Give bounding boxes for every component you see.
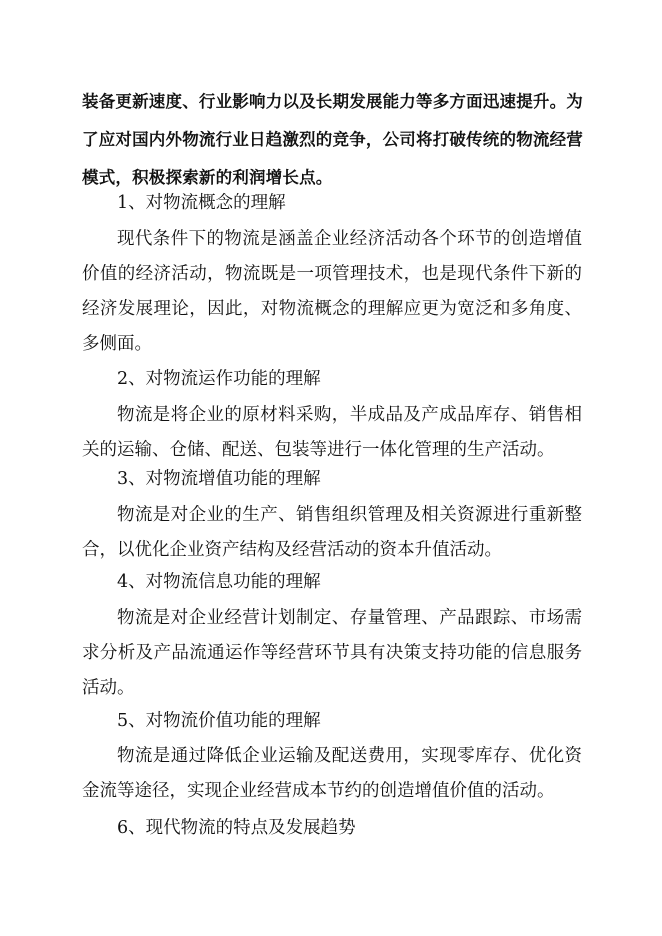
section-2-body <box>82 401 582 465</box>
section-heading: 2、对物流运作功能的理解 <box>117 369 321 389</box>
section-1 <box>82 189 582 218</box>
paragraph-line: 合，以优化企业资产结构及经营活动的资本升值活动。 <box>82 540 502 560</box>
section-1-body <box>82 225 582 359</box>
section-heading: 3、对物流增值功能的理解 <box>117 469 321 489</box>
paragraph-line: 现代条件下的物流是涵盖企业经济活动各个环节的创造增值 <box>117 229 582 249</box>
paragraph-line: 活动。 <box>82 678 135 698</box>
intro-line-2: 了应对国内外物流行业日趋激烈的竞争，公司将打破传统的物流经营 <box>82 130 583 149</box>
section-2 <box>82 365 582 394</box>
section-3-body <box>82 501 582 565</box>
paragraph-line: 金流等途径，实现企业经营成本节约的创造增值价值的活动。 <box>82 781 555 801</box>
section-heading: 1、对物流概念的理解 <box>117 193 286 213</box>
paragraph-line: 多侧面。 <box>82 334 152 354</box>
paragraph-line: 求分析及产品流通运作等经营环节具有决策支持功能的信息服务 <box>82 643 582 663</box>
section-5 <box>82 707 582 736</box>
paragraph-line: 物流是通过降低企业运输及配送费用，实现零库存、优化资 <box>117 746 582 766</box>
paragraph-line: 价值的经济活动，物流既是一项管理技术，也是现代条件下新的 <box>82 264 582 284</box>
paragraph-line: 经济发展理论，因此，对物流概念的理解应更为宽泛和多角度、 <box>82 299 582 319</box>
intro-line-1: 装备更新速度、行业影响力以及长期发展能力等多方面迅速提升。为 <box>82 92 583 111</box>
intro-line-3: 模式，积极探索新的利润增长点。 <box>82 168 333 187</box>
paragraph-line: 关的运输、仓储、配送、包装等进行一体化管理的生产活动。 <box>82 440 555 460</box>
paragraph-line: 物流是对企业经营计划制定、存量管理、产品跟踪、市场需 <box>117 608 582 628</box>
section-heading: 4、对物流信息功能的理解 <box>117 572 321 592</box>
intro-paragraph <box>82 87 582 192</box>
paragraph-line: 物流是对企业的生产、销售组织管理及相关资源进行重新整 <box>117 505 582 525</box>
section-4-body <box>82 604 582 703</box>
paragraph-line: 物流是将企业的原材料采购，半成品及产成品库存、销售相 <box>117 405 582 425</box>
section-heading: 6、现代物流的特点及发展趋势 <box>117 818 356 838</box>
section-5-body <box>82 742 582 806</box>
section-6 <box>82 814 582 843</box>
section-3 <box>82 465 582 494</box>
section-4 <box>82 568 582 597</box>
section-heading: 5、对物流价值功能的理解 <box>117 711 321 731</box>
